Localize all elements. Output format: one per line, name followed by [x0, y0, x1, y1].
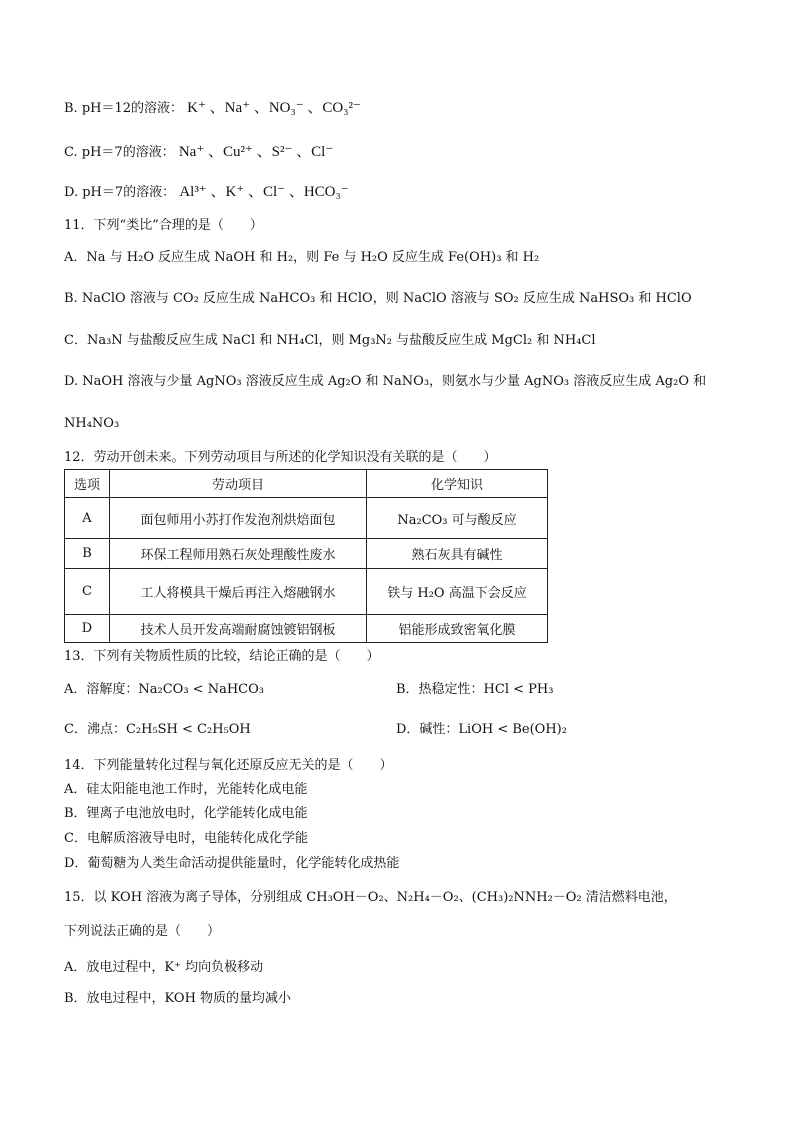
option-10d: [64, 182, 349, 203]
option-label: B.: [64, 101, 78, 116]
option-prefix: pH＝12的溶液：: [81, 101, 184, 116]
q11-option-d-cont: NH₄NO₃: [64, 416, 120, 431]
q13-option-a: A．溶解度：Na₂CO₃ < NaHCO₃: [64, 682, 264, 697]
table-header-row: [65, 470, 548, 498]
table-cell: 环保工程师用熟石灰处理酸性废水: [110, 539, 367, 569]
q14-option-a: A．硅太阳能电池工作时，光能转化成电能: [64, 782, 308, 797]
table-row: [65, 539, 548, 569]
header-labor: 劳动项目: [110, 470, 367, 498]
q11-option-c: C．Na₃N 与盐酸反应生成 NaCl 和 NH₄Cl，则 Mg₃N₂ 与盐酸反应生成 MgCl₂ 和 NH₄Cl: [64, 333, 596, 348]
option-10b: [64, 98, 361, 119]
table-row: [65, 569, 548, 615]
table-cell: Na₂CO₃ 可与酸反应: [367, 498, 548, 539]
q11-option-d: D. NaOH 溶液与少量 AgNO₃ 溶液反应生成 Ag₂O 和 NaNO₃，则氨水与少量 AgNO₃ 溶液反应生成 Ag₂O 和: [64, 374, 707, 389]
q15-stem: 15．以 KOH 溶液为离子导体，分别组成 CH₃OH－O₂、N₂H₄－O₂、(CH₃)₂NNH₂－O₂ 清洁燃料电池，: [64, 890, 677, 905]
table-row: [65, 615, 548, 643]
option-prefix: pH＝7的溶液：: [82, 185, 176, 200]
q13-option-c: C．沸点：C₂H₅SH < C₂H₅OH: [64, 722, 251, 737]
table-row: [65, 498, 548, 539]
table-cell: B: [65, 539, 110, 569]
option-label: D.: [64, 185, 79, 200]
option-10c: [64, 142, 333, 163]
table-cell: 熟石灰具有碱性: [367, 539, 548, 569]
q14-option-d: D．葡萄糖为人类生命活动提供能量时，化学能转化成热能: [64, 856, 400, 871]
q12-table: [64, 469, 548, 643]
table-cell: D: [65, 615, 110, 643]
ion-list: Na⁺ 、Cu²⁺ 、S²⁻ 、Cl⁻: [178, 144, 334, 160]
q15-option-b: B．放电过程中，KOH 物质的量均减小: [64, 991, 292, 1006]
q14-option-c: C．电解质溶液导电时，电能转化成化学能: [64, 831, 308, 846]
table-cell: 铝能形成致密氧化膜: [367, 615, 548, 643]
q14-option-b: B．锂离子电池放电时，化学能转化成电能: [64, 806, 308, 821]
table-cell: 工人将模具干燥后再注入熔融钢水: [110, 569, 367, 615]
table-cell: 技术人员开发高端耐腐蚀镀铝钢板: [110, 615, 367, 643]
q11-stem: 11．下列“类比”合理的是（ ）: [64, 218, 263, 233]
q13-option-d: D．碱性：LiOH < Be(OH)₂: [396, 722, 567, 737]
q11-option-a: A．Na 与 H₂O 反应生成 NaOH 和 H₂，则 Fe 与 H₂O 反应生成 Fe(OH)₃ 和 H₂: [64, 250, 540, 265]
q15-option-a: A．放电过程中，K⁺ 均向负极移动: [64, 960, 264, 975]
header-knowledge: 化学知识: [367, 470, 548, 498]
table-cell: 面包师用小苏打作发泡剂烘焙面包: [110, 498, 367, 539]
q13-option-b: B．热稳定性：HCl < PH₃: [396, 682, 554, 697]
q11-option-b: B. NaClO 溶液与 CO₂ 反应生成 NaHCO₃ 和 HClO，则 NaClO 溶液与 SO₂ 反应生成 NaHSO₃ 和 HClO: [64, 291, 692, 306]
header-option: 选项: [65, 470, 110, 498]
q15-stem-cont: 下列说法正确的是（ ）: [64, 924, 221, 939]
option-label: C.: [64, 145, 78, 160]
q14-stem: 14．下列能量转化过程与氧化还原反应无关的是（ ）: [64, 758, 393, 773]
table-cell: C: [65, 569, 110, 615]
ion-list: Al³⁺ 、K⁺ 、Cl⁻ 、HCO₃⁻: [179, 184, 349, 200]
ion-list: K⁺ 、Na⁺ 、NO₃⁻ 、CO₃²⁻: [187, 100, 361, 116]
q13-stem: 13．下列有关物质性质的比较，结论正确的是（ ）: [64, 649, 380, 664]
option-prefix: pH＝7的溶液：: [81, 145, 175, 160]
table-cell: 铁与 H₂O 高温下会反应: [367, 569, 548, 615]
table-cell: A: [65, 498, 110, 539]
q12-stem: 12．劳动开创未来。下列劳动项目与所述的化学知识没有关联的是（ ）: [64, 450, 497, 465]
